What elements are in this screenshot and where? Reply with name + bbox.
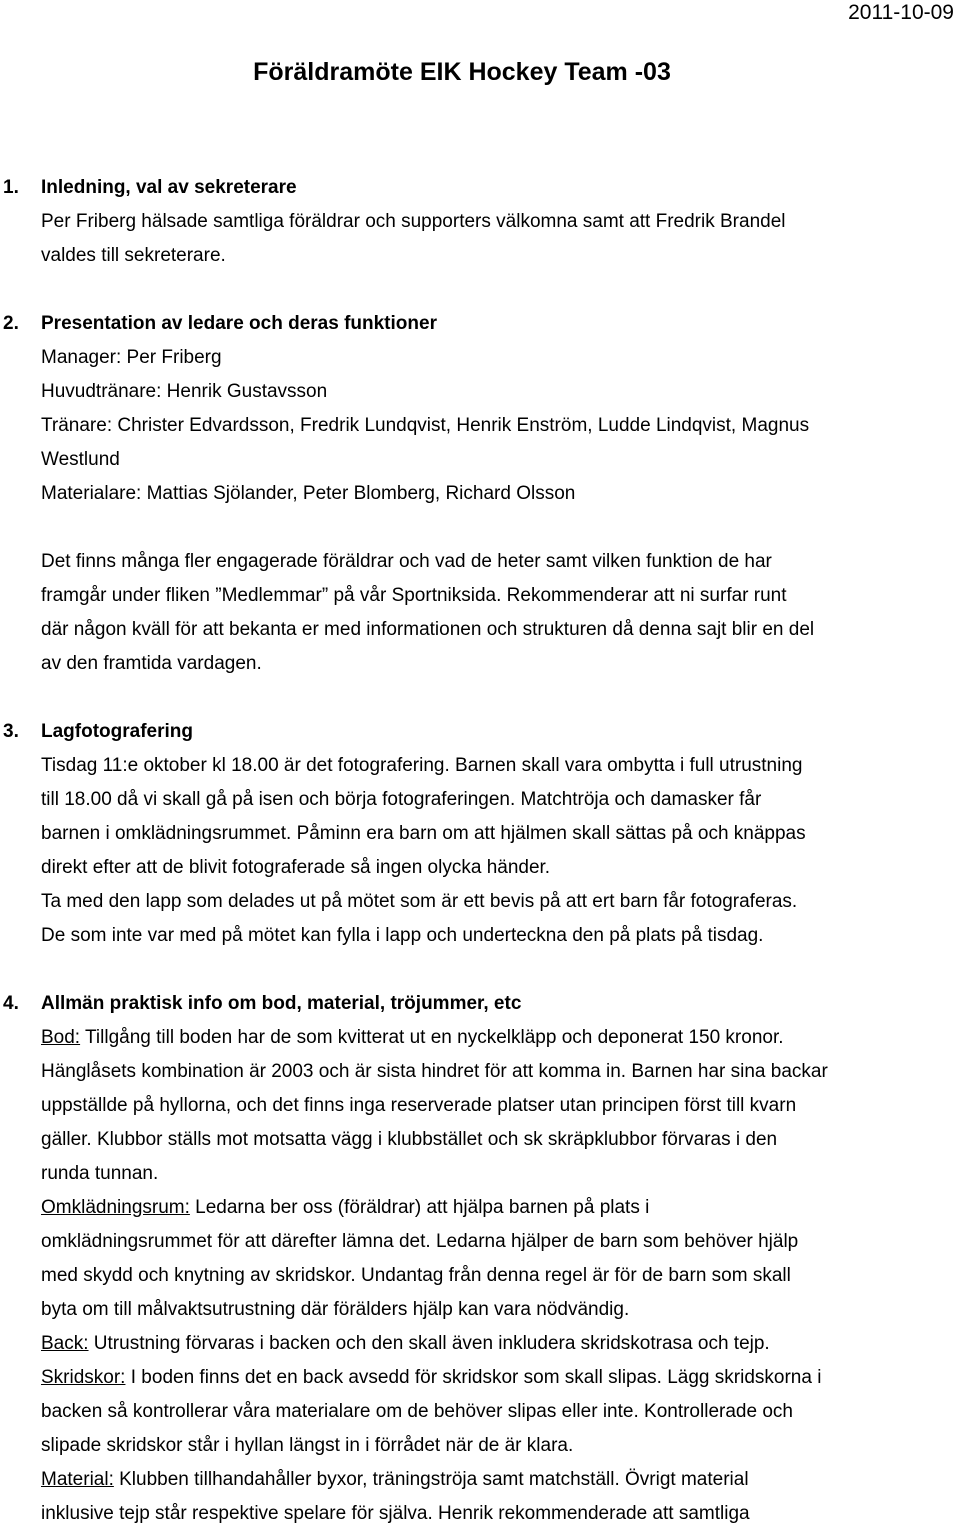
bod-paragraph (41, 1021, 957, 1055)
back-label: Back: (41, 1333, 89, 1354)
text-line: Huvudtränare: Henrik Gustavsson (41, 381, 328, 402)
text-line: Det finns många fler engagerade föräldrar och vad de heter samt vilken funktion de har (41, 551, 772, 572)
skridskor-paragraph (41, 1361, 957, 1395)
text-line: av den framtida vardagen. (41, 653, 262, 674)
text-line: slipade skridskor står i hyllan längst in i förrådet när de är klara. (41, 1435, 574, 1456)
text-line: Materialare: Mattias Sjölander, Peter Blomberg, Richard Olsson (41, 483, 576, 504)
material-label: Material: (41, 1469, 114, 1490)
document-date: 2011-10-09 (848, 1, 954, 24)
text-line: Tränare: Christer Edvardsson, Fredrik Lundqvist, Henrik Enström, Ludde Lindqvist, Magnus (41, 415, 810, 436)
back-paragraph (41, 1327, 957, 1361)
text-line: framgår under fliken ”Medlemmar” på vår Sportniksida. Rekommenderar att ni surfar runt (41, 585, 787, 606)
material-paragraph (41, 1463, 957, 1497)
text-line: De som inte var med på mötet kan fylla i lapp och underteckna den på plats på tisdag. (41, 925, 764, 946)
text-line: med skydd och knytning av skridskor. Undantag från denna regel är för de barn som skall (41, 1265, 791, 1286)
text-line: barnen i omklädningsrummet. Påminn era barn om att hjälmen skall sättas på och knäppas (41, 823, 806, 844)
text-line: Tisdag 11:e oktober kl 18.00 är det fotografering. Barnen skall vara ombytta i full utrustning (41, 755, 803, 776)
text-line: gäller. Klubbor ställs mot motsatta vägg i klubbstället och sk skräpklubbor förvaras i den (41, 1129, 778, 1150)
text-line: valdes till sekreterare. (41, 245, 226, 266)
text-line: uppställde på hyllorna, och det finns inga reserverade platser utan principen först till kvarn (41, 1095, 797, 1116)
section-number: 4. (3, 993, 19, 1014)
text-line: direkt efter att de blivit fotograferade så ingen olycka händer. (41, 857, 551, 878)
text-line: backen så kontrollerar våra materialare om de behöver slipas eller inte. Kontrollerade och (41, 1401, 793, 1422)
section-2 (3, 307, 957, 681)
text-line: inklusive tejp står respektive spelare för själva. Henrik rekommenderade att samtliga (41, 1503, 750, 1524)
text-line: Per Friberg hälsade samtliga föräldrar och supporters välkomna samt att Fredrik Brandel (41, 211, 786, 232)
text-line: till 18.00 då vi skall gå på isen och börja fotograferingen. Matchtröja och damasker får (41, 789, 762, 810)
text-line: Ta med den lapp som delades ut på mötet som är ett bevis på att ert barn får fotograferas. (41, 891, 798, 912)
section-1 (3, 171, 957, 273)
text-line: Utrustning förvaras i backen och den skall även inkludera skridskotrasa och tejp. (88, 1333, 770, 1354)
section-number: 3. (3, 721, 19, 742)
section-number: 1. (3, 177, 19, 198)
section-heading: Allmän praktisk info om bod, material, tröjummer, etc (41, 993, 522, 1014)
text-line: Hänglåsets kombination är 2003 och är sista hindret för att komma in. Barnen har sina backar (41, 1061, 828, 1082)
text-line: I boden finns det en back avsedd för skridskor som skall slipas. Lägg skridskorna i (125, 1367, 822, 1388)
text-line: Tillgång till boden har de som kvitterat ut en nyckelkläpp och deponerat 150 kronor. (80, 1027, 784, 1048)
text-line: Klubben tillhandahåller byxor, träningströja samt matchställ. Övrigt material (113, 1469, 749, 1490)
section-number: 2. (3, 313, 19, 334)
section-4 (3, 987, 957, 1531)
section-heading: Lagfotografering (41, 721, 193, 742)
text-line: byta om till målvaktsutrustning där förälders hjälp kan vara nödvändig. (41, 1299, 630, 1320)
text-line: omklädningsrummet för att därefter lämna det. Ledarna hjälper de barn som behöver hjälp (41, 1231, 799, 1252)
skridskor-label: Skridskor: (41, 1367, 126, 1388)
text-line: Westlund (41, 449, 120, 470)
omkladningsrum-label: Omklädningsrum: (41, 1197, 190, 1218)
text-line: Ledarna ber oss (föräldrar) att hjälpa barnen på plats i (189, 1197, 650, 1218)
text-line: där någon kväll för att bekanta er med informationen och strukturen då denna sajt blir en del (41, 619, 815, 640)
document-title: Föräldramöte EIK Hockey Team -03 (253, 58, 671, 86)
text-line: Manager: Per Friberg (41, 347, 222, 368)
omkladningsrum-paragraph (41, 1191, 957, 1225)
bod-label: Bod: (41, 1027, 81, 1048)
section-heading: Inledning, val av sekreterare (41, 177, 297, 198)
text-line: runda tunnan. (41, 1163, 159, 1184)
section-heading: Presentation av ledare och deras funktioner (41, 313, 437, 334)
section-3 (3, 715, 957, 953)
